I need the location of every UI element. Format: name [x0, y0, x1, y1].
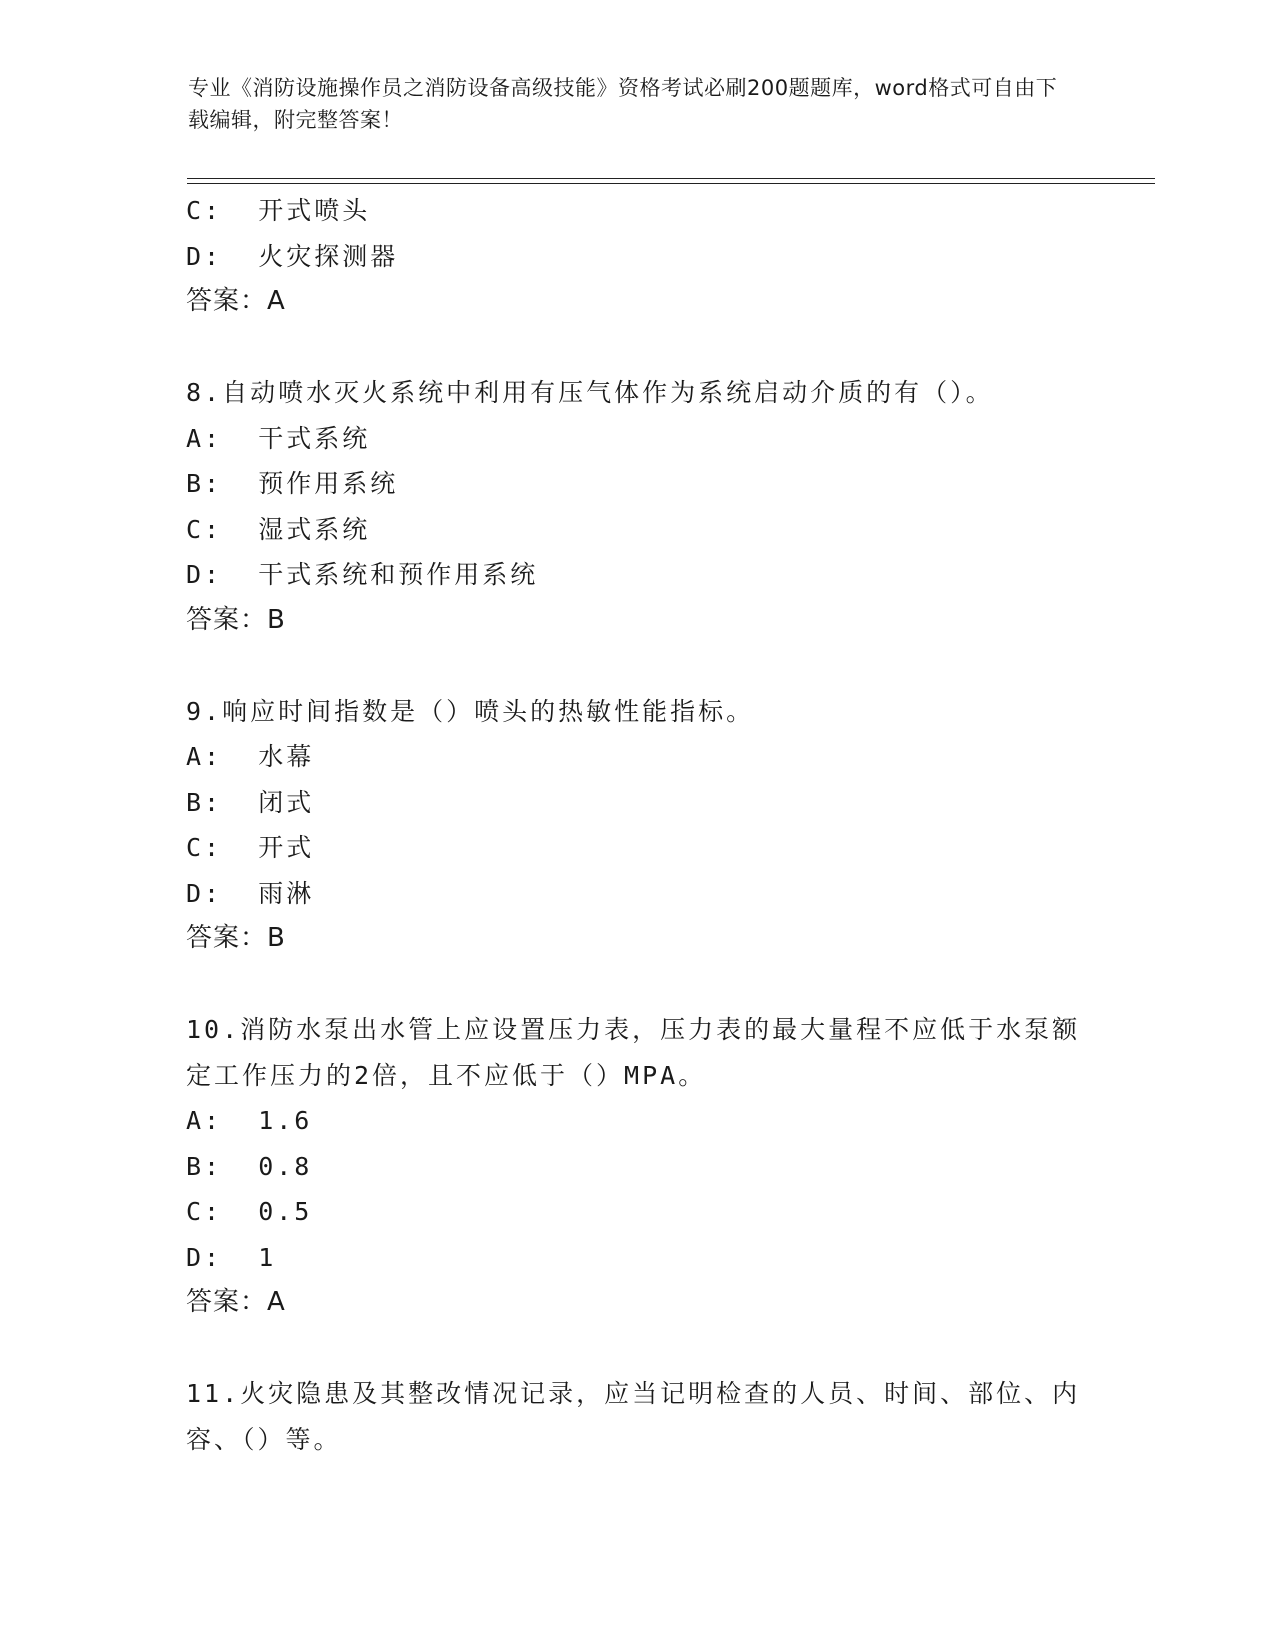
option-line: D: 干式系统和预作用系统 [186, 560, 539, 589]
option-line: B: 0.8 [186, 1151, 313, 1181]
option-line: C: 0.5 [186, 1197, 313, 1226]
question-list [186, 188, 1086, 1462]
option-line: C: 开式喷头 [186, 196, 371, 225]
question-stem: 9.响应时间指数是（）喷头的热敏性能指标。 [186, 696, 755, 726]
option-line: C: 湿式系统 [186, 514, 371, 544]
answer-line: 答案：B [186, 604, 286, 635]
option-line: B: 闭式 [186, 787, 315, 817]
header-rule-top [187, 178, 1155, 179]
question-stem: 8.自动喷水灭火系统中利用有压气体作为系统启动介质的有（）。 [186, 378, 994, 407]
document-header: 专业《消防设施操作员之消防设备高级技能》资格考试必刷200题题库，word格式可自由下载编辑，附完整答案！ [188, 76, 1058, 132]
option-line: C: 开式 [186, 833, 315, 862]
spacer [186, 962, 1086, 1008]
question-stem: 11.火灾隐患及其整改情况记录，应当记明检查的人员、时间、部位、内容、（）等。 [186, 1379, 1081, 1454]
option-line: A: 水幕 [186, 742, 315, 771]
answer-line: 答案：B [186, 923, 286, 953]
option-line: D: 1 [186, 1242, 277, 1272]
option-line: A: 1.6 [186, 1106, 313, 1135]
option-line: A: 干式系统 [186, 423, 371, 453]
question-stem: 10.消防水泵出水管上应设置压力表，压力表的最大量程不应低于水泵额定工作压力的2倍，且不应低于（）MPA。 [186, 1015, 1081, 1090]
header-rule-bottom [187, 183, 1155, 184]
answer-line: 答案：A [186, 286, 286, 316]
answer-line: 答案：A [186, 1287, 286, 1317]
spacer [186, 325, 1086, 371]
spacer [186, 1326, 1086, 1372]
option-line: D: 雨淋 [186, 878, 315, 908]
option-line: D: 火灾探测器 [186, 241, 399, 271]
option-line: B: 预作用系统 [186, 469, 399, 498]
spacer [186, 643, 1086, 689]
